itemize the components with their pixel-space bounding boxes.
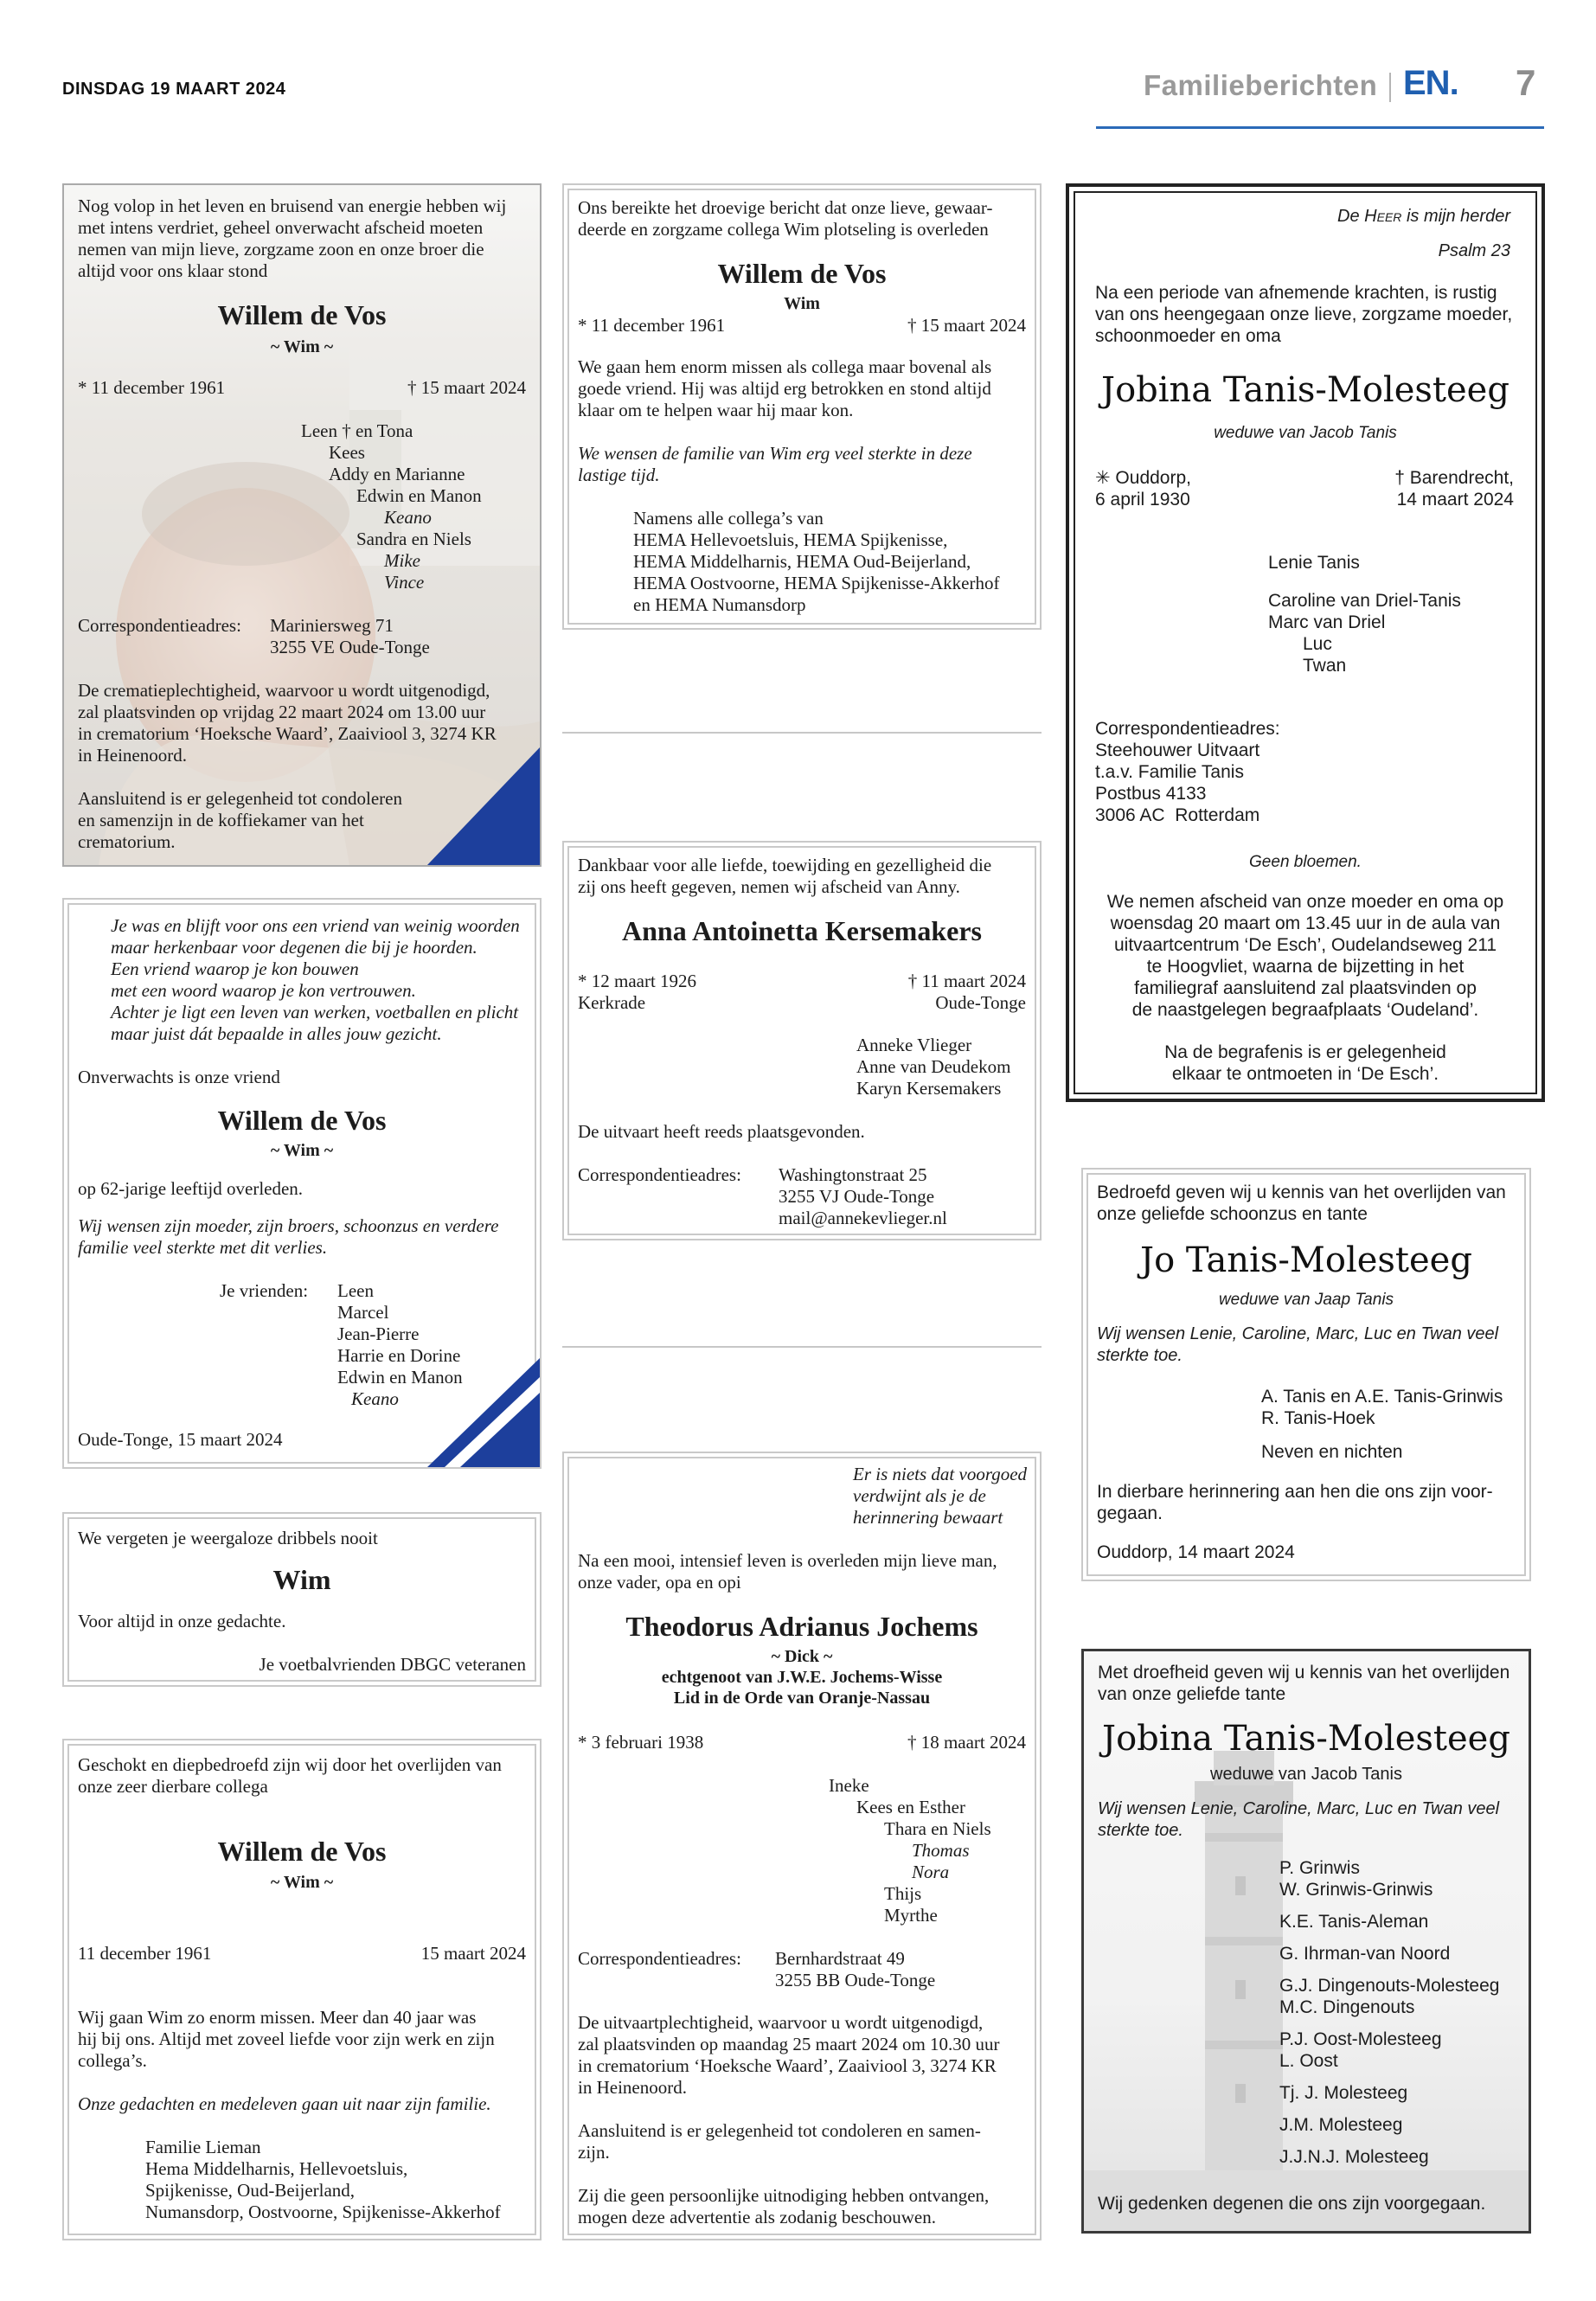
poem-line: Je was en blijft voor ons een vriend van weinig woorden xyxy=(111,915,520,936)
family-member: Marc van Driel xyxy=(1268,612,1386,632)
poem-line: Een vriend waarop je kon bouwen xyxy=(111,958,359,979)
header-rule xyxy=(1096,126,1544,129)
family-member: Vince xyxy=(384,572,425,593)
family-member: Luc xyxy=(1303,634,1332,654)
nickname: ~ Wim ~ xyxy=(270,1873,334,1892)
correspondence-line: Mariniersweg 71 xyxy=(270,615,394,636)
memorial-text: We gaan hem enorm missen als collega maar bovenal als xyxy=(578,356,992,377)
closing-line: Wij gedenken degenen die ons zijn voorgegaan. xyxy=(1098,2194,1486,2214)
wish-line: Wij wensen Lenie, Caroline, Marc, Luc en Twan veel xyxy=(1098,1799,1500,1818)
signature: Spijkenisse, Oud-Beijerland, xyxy=(145,2180,356,2201)
signature: HEMA Hellevoetsluis, HEMA Spijkenisse, xyxy=(633,529,948,550)
deceased-name: Willem de Vos xyxy=(717,258,887,289)
correspondence-label: Correspondentieadres: xyxy=(78,615,241,636)
place-date: Ouddorp, 14 maart 2024 xyxy=(1097,1542,1295,1562)
memorial-text: collega’s. xyxy=(78,2050,147,2071)
newspaper-logo[interactable]: EN. xyxy=(1403,64,1458,102)
ceremony-line: in Heinenoord. xyxy=(578,2077,687,2098)
quote-line: verdwijnt als je de xyxy=(853,1485,986,1506)
family-member: W. Grinwis-Grinwis xyxy=(1279,1880,1433,1900)
death-date: 15 maart 2024 xyxy=(420,1943,526,1964)
friend-name: Keano xyxy=(351,1388,399,1409)
birth-date: * 12 maart 1926 xyxy=(578,971,697,991)
family-member: Thara en Niels xyxy=(884,1818,991,1839)
farewell-line: te Hoogvliet, waarna de bijzetting in het xyxy=(1146,957,1465,977)
thoughts-line: Onze gedachten en medeleven gaan uit naar zijn familie. xyxy=(78,2093,491,2114)
birth-date: * 3 februari 1938 xyxy=(578,1732,704,1753)
condolence-line: crematorium. xyxy=(78,831,176,852)
birth-line: ✳ Ouddorp, xyxy=(1095,468,1191,488)
notice-jobina-family xyxy=(1066,183,1545,1102)
intro-line: onze vader, opa en opi xyxy=(578,1572,741,1593)
correspondence-line: 3006 AC Rotterdam xyxy=(1095,805,1260,825)
family-member: R. Tanis-Hoek xyxy=(1261,1408,1375,1428)
memorial-text: hij bij ons. Altijd met zoveel liefde voor zijn werk en zijn xyxy=(78,2029,495,2049)
deceased-name: Jo Tanis-Molesteeg xyxy=(1140,1240,1472,1280)
correspondence-line: 3255 VE Oude-Tonge xyxy=(270,637,430,657)
family-member: Ineke xyxy=(829,1775,869,1796)
notice-willem-colleague xyxy=(62,1739,542,2240)
nickname: Wim xyxy=(784,294,820,313)
signature: Je voetbalvrienden DBGC veteranen xyxy=(259,1654,526,1675)
intro-line: Dankbaar voor alle liefde, toewijding en gezelligheid die xyxy=(578,855,992,875)
deceased-name: Wim xyxy=(272,1564,331,1595)
family-member: M.C. Dingenouts xyxy=(1279,1997,1415,2017)
family-member: Mike xyxy=(384,550,420,571)
deceased-name: Jobina Tanis-Molesteeg xyxy=(1102,1719,1510,1759)
widow-line: weduwe van Jacob Tanis xyxy=(1210,1765,1402,1784)
meeting-line: elkaar te ontmoeten in ‘De Esch’. xyxy=(1171,1064,1439,1084)
notice-willem-family xyxy=(62,183,542,867)
header-divider xyxy=(1389,73,1391,102)
notice-theodorus-jochems xyxy=(562,1452,1042,2240)
farewell-line: woensdag 20 maart om 13.45 uur in de aula van xyxy=(1110,913,1501,933)
page-date: DINSDAG 19 MAART 2024 xyxy=(62,80,286,99)
family-member: Karyn Kersemakers xyxy=(856,1078,1002,1099)
deceased-name: Anna Antoinetta Kersemakers xyxy=(622,915,982,946)
widow-line: weduwe van Jaap Tanis xyxy=(1218,1291,1394,1309)
family-member: Myrthe xyxy=(884,1905,938,1926)
nickname: ~ Wim ~ xyxy=(270,337,334,356)
notice-jobina-niece xyxy=(1081,1649,1531,2234)
family-member: Kees en Esther xyxy=(856,1797,965,1817)
deceased-name: Jobina Tanis-Molesteeg xyxy=(1101,370,1509,410)
intro-line: met intens verdriet, geheel onverwacht afscheid moeten xyxy=(78,217,484,238)
email-link[interactable]: mail@annekevlieger.nl xyxy=(779,1208,947,1228)
death-date: † 15 maart 2024 xyxy=(907,315,1026,336)
intro-line: Onverwachts is onze vriend xyxy=(78,1067,280,1087)
condolence-line: Aansluitend is er gelegenheid tot condoleren en samen- xyxy=(578,2120,981,2141)
condolence-line: Aansluitend is er gelegenheid tot condoleren xyxy=(78,788,402,809)
quote-line: Er is niets dat voorgoed xyxy=(853,1464,1028,1484)
signature: en HEMA Numansdorp xyxy=(633,594,806,615)
intro-line: We vergeten je weergaloze dribbels nooit xyxy=(78,1528,378,1548)
intro-line: onze zeer dierbare collega xyxy=(78,1776,268,1797)
notice-anna-kersemakers xyxy=(562,841,1042,1240)
family-member: G.J. Dingenouts-Molesteeg xyxy=(1279,1976,1500,1996)
nickname: ~ Dick ~ xyxy=(771,1647,833,1666)
condolence-line: zijn. xyxy=(578,2142,610,2163)
invitation-note: Zij die geen persoonlijke uitnodiging hebben ontvangen, xyxy=(578,2185,990,2206)
correspondence-line: Steehouwer Uitvaart xyxy=(1095,740,1260,760)
intro-line: Na een periode van afnemende krachten, is rustig xyxy=(1095,283,1497,303)
friends-label: Je vrienden: xyxy=(220,1280,309,1301)
family-member: Leen † en Tona xyxy=(301,420,413,441)
family-member: Thijs xyxy=(884,1883,922,1904)
column-separator xyxy=(562,1346,1042,1348)
deceased-name: Theodorus Adrianus Jochems xyxy=(625,1611,978,1642)
memorial-text: Voor altijd in onze gedachte. xyxy=(78,1611,286,1631)
friend-name: Leen xyxy=(337,1280,374,1301)
invitation-note: mogen deze advertentie als zodanig beschouwen. xyxy=(578,2207,937,2227)
family-member: G. Ihrman-van Noord xyxy=(1279,1944,1451,1964)
ceremony-line: zal plaatsvinden op maandag 25 maart 2024 om 10.30 uur xyxy=(578,2034,1000,2054)
ceremony-line: De uitvaartplechtigheid, waarvoor u wordt uitgenodigd, xyxy=(578,2012,984,2033)
family-member: Tj. J. Molesteeg xyxy=(1279,2083,1408,2103)
cremation-line: zal plaatsvinden op vrijdag 22 maart 2024 om 13.00 uur xyxy=(78,702,486,722)
funeral-note: De uitvaart heeft reeds plaatsgevonden. xyxy=(578,1121,865,1142)
correspondence-line: Correspondentieadres: xyxy=(1095,719,1280,739)
signature: HEMA Oostvoorne, HEMA Spijkenisse-Akkerhof xyxy=(633,573,1000,593)
family-member: P.J. Oost-Molesteeg xyxy=(1279,2029,1442,2049)
signature: Hema Middelharnis, Hellevoetsluis, xyxy=(145,2158,408,2179)
friend-name: Marcel xyxy=(337,1302,389,1323)
correspondence-line: Washingtonstraat 25 xyxy=(779,1164,927,1185)
intro-line: deerde en zorgzame collega Wim plotseling is overleden xyxy=(578,219,989,240)
death-date: † 11 maart 2024 xyxy=(907,971,1026,991)
ceremony-line: in crematorium ‘Hoeksche Waard’, Zaaiviool 3, 3274 KR xyxy=(578,2055,997,2076)
birth-date: 11 december 1961 xyxy=(78,1943,212,1964)
family-member: K.E. Tanis-Aleman xyxy=(1279,1912,1429,1932)
correspondence-line: 3255 VJ Oude-Tonge xyxy=(779,1186,935,1207)
family-member: Thomas xyxy=(912,1840,970,1861)
family-member: Anneke Vlieger xyxy=(856,1035,972,1055)
intro-line: Bedroefd geven wij u kennis van het overlijden van xyxy=(1097,1183,1506,1202)
memorial-text: klaar om te helpen waar hij maar kon. xyxy=(578,400,854,420)
intro-line: Nog volop in het leven en bruisend van energie hebben wij xyxy=(78,195,507,216)
death-line: † Barendrecht, xyxy=(1394,468,1514,488)
memory-line: gegaan. xyxy=(1097,1503,1163,1523)
correspondence-label: Correspondentieadres: xyxy=(578,1164,741,1185)
intro-line: Ons bereikte het droevige bericht dat onze lieve, gewaar- xyxy=(578,197,993,218)
intro-line: Na een mooi, intensief leven is overleden mijn lieve man, xyxy=(578,1550,997,1571)
death-line: 14 maart 2024 xyxy=(1396,490,1514,510)
memorial-text: goede vriend. Hij was altijd erg betrokken en stond altijd xyxy=(578,378,991,399)
farewell-line: familiegraf aansluitend zal plaatsvinden op xyxy=(1134,978,1477,998)
relatives-line: Neven en nichten xyxy=(1261,1442,1403,1462)
family-member: Nora xyxy=(912,1862,950,1882)
quote-line: herinnering bewaart xyxy=(853,1507,1003,1528)
notice-willem-hema xyxy=(562,183,1042,630)
family-member: Edwin en Manon xyxy=(356,485,482,506)
wish-line: familie veel sterkte met dit verlies. xyxy=(78,1237,328,1258)
birth-date: * 11 december 1961 xyxy=(78,377,226,398)
cremation-line: De crematieplechtigheid, waarvoor u wordt uitgenodigd, xyxy=(78,680,490,701)
deceased-name: Willem de Vos xyxy=(217,1836,387,1867)
notice-willem-friends xyxy=(62,898,542,1469)
family-member: A. Tanis en A.E. Tanis-Grinwis xyxy=(1261,1387,1503,1407)
family-member: Caroline van Driel-Tanis xyxy=(1268,591,1461,611)
wish-line: We wensen de familie van Wim erg veel sterkte in deze xyxy=(578,443,972,464)
psalm-reference: Psalm 23 xyxy=(1438,241,1510,260)
place-date: Oude-Tonge, 15 maart 2024 xyxy=(78,1429,283,1450)
intro-line: onze geliefde schoonzus en tante xyxy=(1097,1204,1368,1224)
death-date: † 18 maart 2024 xyxy=(907,1732,1026,1753)
correspondence-line: Postbus 4133 xyxy=(1095,784,1207,804)
family-member: Addy en Marianne xyxy=(329,464,465,484)
notice-jo-tanis xyxy=(1081,1168,1531,1581)
birth-place: Kerkrade xyxy=(578,992,646,1013)
family-member: Kees xyxy=(329,442,365,463)
friend-name: Jean-Pierre xyxy=(337,1324,420,1344)
memorial-text: Wij gaan Wim zo enorm missen. Meer dan 40 jaar was xyxy=(78,2007,477,2028)
intro-line: Met droefheid geven wij u kennis van het overlijden xyxy=(1098,1663,1510,1682)
deceased-name: Willem de Vos xyxy=(217,299,387,330)
wish-line: Wij wensen zijn moeder, zijn broers, schoonzus en verdere xyxy=(78,1215,499,1236)
correspondence-line: t.a.v. Familie Tanis xyxy=(1095,762,1244,782)
notice-wim-football xyxy=(62,1512,542,1687)
age-line: op 62-jarige leeftijd overleden. xyxy=(78,1178,304,1199)
intro-line: nemen van mijn lieve, zorgzame zoon en onze broer die xyxy=(78,239,484,260)
family-member: P. Grinwis xyxy=(1279,1858,1360,1878)
correspondence-line: Bernhardstraat 49 xyxy=(775,1948,905,1969)
family-member: Sandra en Niels xyxy=(356,529,471,549)
widow-line: weduwe van Jacob Tanis xyxy=(1214,424,1397,442)
wish-line: sterkte toe. xyxy=(1097,1346,1183,1365)
family-member: Twan xyxy=(1303,656,1347,676)
meeting-line: Na de begrafenis is er gelegenheid xyxy=(1164,1042,1446,1062)
family-member: L. Oost xyxy=(1279,2051,1338,2071)
correspondence-line: 3255 BB Oude-Tonge xyxy=(775,1970,936,1990)
signature: Familie Lieman xyxy=(145,2137,261,2157)
friend-name: Edwin en Manon xyxy=(337,1367,463,1388)
death-place: Oude-Tonge xyxy=(935,992,1026,1013)
poem-line: Achter je ligt een leven van werken, voetballen en plicht xyxy=(111,1002,519,1022)
spouse-line: echtgenoot van J.W.E. Jochems-Wisse xyxy=(661,1668,943,1687)
family-member: J.J.N.J. Molesteeg xyxy=(1279,2147,1429,2167)
poem-line: maar herkenbaar voor degenen die bij je hoorden. xyxy=(111,937,478,958)
friend-name: Harrie en Dorine xyxy=(337,1345,461,1366)
column-separator xyxy=(562,732,1042,734)
family-member: J.M. Molesteeg xyxy=(1279,2115,1403,2135)
no-flowers-note: Geen bloemen. xyxy=(1249,853,1362,871)
correspondence-label: Correspondentieadres: xyxy=(578,1948,741,1969)
bible-verse: De Heer is mijn herder xyxy=(1337,207,1510,226)
cremation-line: in Heinenoord. xyxy=(78,745,187,766)
signature: HEMA Middelharnis, HEMA Oud-Beijerland, xyxy=(633,551,971,572)
condolence-line: en samenzijn in de koffiekamer van het xyxy=(78,810,364,830)
memory-line: In dierbare herinnering aan hen die ons zijn voor- xyxy=(1097,1482,1493,1502)
farewell-line: We nemen afscheid van onze moeder en oma op xyxy=(1106,892,1504,912)
farewell-line: de naastgelegen begraafplaats ‘Oudeland’. xyxy=(1131,1000,1479,1020)
death-date: † 15 maart 2024 xyxy=(407,377,526,398)
poem-line: met een woord waarop je kon vertrouwen. xyxy=(111,980,416,1001)
intro-line: van onze geliefde tante xyxy=(1098,1684,1286,1704)
page-number: 7 xyxy=(1516,62,1536,103)
birth-line: 6 april 1930 xyxy=(1095,490,1190,510)
intro-line: zij ons heeft gegeven, nemen wij afscheid van Anny. xyxy=(578,876,960,897)
signature: Numansdorp, Oostvoorne, Spijkenisse-Akkerhof xyxy=(145,2202,501,2222)
cremation-line: in crematorium ‘Hoeksche Waard’, Zaaiviool 3, 3274 KR xyxy=(78,723,497,744)
honour-line: Lid in de Orde van Oranje-Nassau xyxy=(673,1689,931,1708)
family-member: Keano xyxy=(384,507,432,528)
intro-line: van ons heengegaan onze lieve, zorgzame moeder, xyxy=(1095,304,1513,324)
poem-line: maar juist dát bepaalde in alles jouw gezicht. xyxy=(111,1023,442,1044)
intro-line: Geschokt en diepbedroefd zijn wij door het overlijden van xyxy=(78,1754,502,1775)
intro-line: schoonmoeder en oma xyxy=(1095,326,1281,346)
wish-line: sterkte toe. xyxy=(1098,1821,1183,1840)
deceased-name: Willem de Vos xyxy=(217,1105,387,1136)
family-member: Lenie Tanis xyxy=(1268,553,1360,573)
nickname: ~ Wim ~ xyxy=(270,1141,334,1160)
signature: Namens alle collega’s van xyxy=(633,508,824,529)
section-title: Familieberichten xyxy=(1144,69,1378,101)
wish-line: lastige tijd. xyxy=(578,465,660,485)
intro-line: altijd voor ons klaar stond xyxy=(78,260,268,281)
birth-date: * 11 december 1961 xyxy=(578,315,726,336)
farewell-line: uitvaartcentrum ‘De Esch’, Oudelandseweg 211 xyxy=(1113,935,1497,955)
family-member: Anne van Deudekom xyxy=(856,1056,1011,1077)
wish-line: Wij wensen Lenie, Caroline, Marc, Luc en Twan veel xyxy=(1097,1324,1499,1343)
